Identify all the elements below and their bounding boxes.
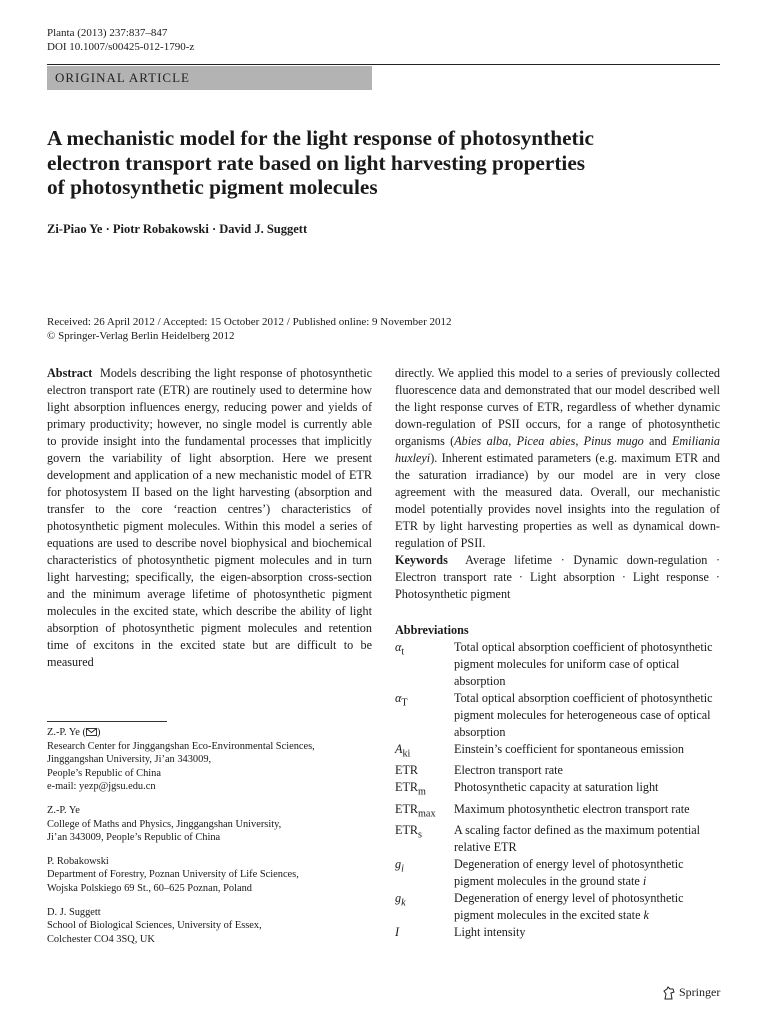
abstract-text: Models describing the light response of photosynthetic electron transport rate (ETR) are routinely used to determine how light absorption influences energy, reducing power and yields of primary productivity; however, no single model is currently able to provide insight into the fundamental processes that implicitly govern the variability of light absorption. Here we present development and application of a new mechanistic model of ETR for photosystem II based on the light harvesting (absorption and transfer to the core ‘reaction centres’) characteristics of photosynthetic pigment molecules. Within this model a series of equations are used to describe novel biophysical and biochemical characteristics of photosynthetic pigment molecules and in turn light harvesting; specifically, the eigen-absorption cross-section and the minimum average lifetime of photosynthetic pigment molecules in the excited state, which describe the ability of light absorption of photosynthetic pigment molecules and retention time of excitons in the excited state but are difficult to be measured — [47, 366, 373, 669]
title-line: electron transport rate based on light harvesting properties — [47, 150, 586, 175]
footnote-rule — [47, 721, 167, 722]
abbreviation-term: $\alpha_T$ — [395, 691, 408, 709]
abstract-text: ). Inherent estimated parameters (e.g. maximum ETR and the saturation irradiance) by our model are in very close agreement with the measured data. Overall, our mechanistic model potentially provides novel insights into the regulation of ETR by light harvesting properties as well as dynamical down-regulation of PSII. — [395, 451, 720, 550]
abbreviation-term: $ETR_m$ — [395, 780, 426, 798]
email-address[interactable]: e-mail: yezp@jgsu.edu.cn — [47, 781, 156, 793]
journal-citation: Planta (2013) 237:837–847 — [47, 27, 168, 39]
abbreviation-term: $g_k$ — [395, 891, 406, 909]
affiliation-line: Wojska Polskiego 69 St., 60–625 Poznan, Poland — [47, 882, 252, 894]
species-name: Pinus mugo — [583, 434, 644, 448]
abstract-text: directly. We applied this model to a series of previously collected fluorescence data and demonstrated that our model described well the light response curves of ETR, regardless of whether dynamic down-regulation of PSII occurs, for a range of photosynthetic organisms ( — [395, 366, 720, 448]
author-separator: · — [208, 222, 220, 236]
title-line: A mechanistic model for the light response of photosynthetic — [47, 126, 595, 150]
journal-header — [47, 26, 194, 54]
abbreviation-term: ETR — [395, 763, 419, 778]
affiliation-author: P. Robakowski — [47, 855, 109, 867]
title-line: of photosynthetic pigment molecules — [47, 175, 378, 199]
species-name: Picea abies — [516, 434, 576, 448]
abbreviation-definition: Electron transport rate — [454, 763, 563, 778]
punct: and — [643, 434, 672, 448]
species-name: Abies alba — [454, 434, 509, 448]
abbreviation-definition: Degeneration of energy level of photosynthetic pigment molecules in the ground state i — [454, 857, 684, 889]
affiliation — [47, 726, 372, 794]
abbreviation-definition: Light intensity — [454, 925, 526, 940]
abbreviation-definition: Photosynthetic capacity at saturation light — [454, 780, 659, 795]
keywords-text: Average lifetime · Dynamic down-regulation · Electron transport rate · Light absorption · Light response · Photosynthetic pigment — [395, 553, 720, 601]
affiliation-line: Research Center for Jinggangshan Eco-Environmental Sciences, — [47, 740, 315, 752]
abbreviation-row — [395, 890, 720, 924]
affiliation-line: Ji’an 343009, People’s Republic of China — [47, 832, 221, 844]
paper-title — [47, 126, 737, 200]
abstract-right-column — [395, 365, 720, 941]
history-dates: Received: 26 April 2012 / Accepted: 15 October 2012 / Published online: 9 November 2012 — [47, 316, 452, 328]
abbreviation-term: $\alpha_t$ — [395, 640, 405, 658]
abbreviation-row — [395, 779, 720, 800]
abbreviation-row — [395, 856, 720, 890]
affiliation-author: Z.-P. Ye ( ) — [47, 727, 101, 738]
abbreviation-row — [395, 762, 720, 779]
springer-horse-icon — [662, 986, 676, 1000]
affiliations — [47, 726, 372, 956]
affiliation-line: School of Biological Sciences, University of Essex, — [47, 920, 262, 932]
author: Piotr Robakowski — [112, 222, 209, 236]
abbreviation-row — [395, 639, 720, 690]
abstract-paragraph — [47, 365, 372, 671]
species-name: Emiliania huxleyi — [395, 434, 721, 465]
abbreviation-definition: Degeneration of energy level of photosynthetic pigment molecules in the excited state k — [454, 891, 684, 923]
affiliation — [47, 906, 372, 947]
publisher-name: Springer — [679, 985, 721, 999]
affiliation-author: D. J. Suggett — [47, 906, 101, 918]
author: David J. Suggett — [219, 222, 308, 236]
header-rule — [47, 64, 720, 65]
abbreviation-term: I — [395, 925, 400, 940]
abbreviation-definition: Total optical absorption coefficient of photosynthetic pigment molecules for heterogeneous case of optical absorption — [454, 691, 713, 739]
abbreviations-list — [395, 639, 720, 941]
article-type-label: ORIGINAL ARTICLE — [55, 70, 190, 85]
affiliation-line: Jinggangshan University, Ji’an 343009, — [47, 754, 212, 766]
abbreviation-row — [395, 801, 720, 822]
abbreviation-term: $ETR_{max}$ — [395, 801, 436, 820]
affiliation — [47, 855, 372, 896]
author-separator: · — [102, 222, 113, 236]
affiliation-line: Department of Forestry, Poznan University of Life Sciences, — [47, 869, 299, 881]
affiliation-line: People’s Republic of China — [47, 767, 161, 779]
abstract-left-column — [47, 365, 372, 671]
abbreviation-definition: Total optical absorption coefficient of photosynthetic pigment molecules for uniform case of optical absorption — [454, 640, 713, 688]
author-list — [47, 222, 307, 237]
abbreviation-term: $ETR_s$ — [395, 823, 422, 841]
author: Zi-Piao Ye — [47, 222, 103, 236]
abbreviation-row — [395, 822, 720, 856]
keywords-label: Keywords — [395, 553, 448, 567]
punct: , — [508, 434, 517, 448]
abbreviation-definition: Einstein’s coefficient for spontaneous emission — [454, 742, 684, 756]
abstract-continuation — [395, 365, 720, 552]
abbreviation-definition: A scaling factor defined as the maximum potential relative ETR — [454, 823, 701, 855]
abbreviations-title: Abbreviations — [395, 623, 469, 637]
envelope-icon — [86, 728, 97, 736]
affiliation-line: Colchester CO4 3SQ, UK — [47, 933, 155, 945]
publication-dates — [47, 316, 727, 343]
affiliation-author: Z.-P. Ye — [47, 804, 80, 816]
punct: , — [575, 434, 584, 448]
publisher-logo — [662, 985, 720, 1000]
affiliation-line: College of Maths and Physics, Jinggangshan University, — [47, 818, 282, 830]
abbreviation-term: $A_{ki}$ — [395, 742, 411, 760]
keywords — [395, 552, 720, 603]
abbreviation-definition: Maximum photosynthetic electron transport rate — [454, 801, 690, 816]
abbreviation-row — [395, 741, 720, 762]
abstract-label: Abstract — [47, 366, 93, 380]
article-type-banner — [47, 66, 372, 90]
affiliation — [47, 804, 372, 845]
copyright: © Springer-Verlag Berlin Heidelberg 2012 — [47, 329, 235, 342]
abbreviation-row — [395, 924, 720, 941]
doi: DOI 10.1007/s00425-012-1790-z — [47, 41, 195, 53]
abbreviation-row — [395, 690, 720, 741]
abbreviation-term: $g_i$ — [395, 857, 404, 875]
